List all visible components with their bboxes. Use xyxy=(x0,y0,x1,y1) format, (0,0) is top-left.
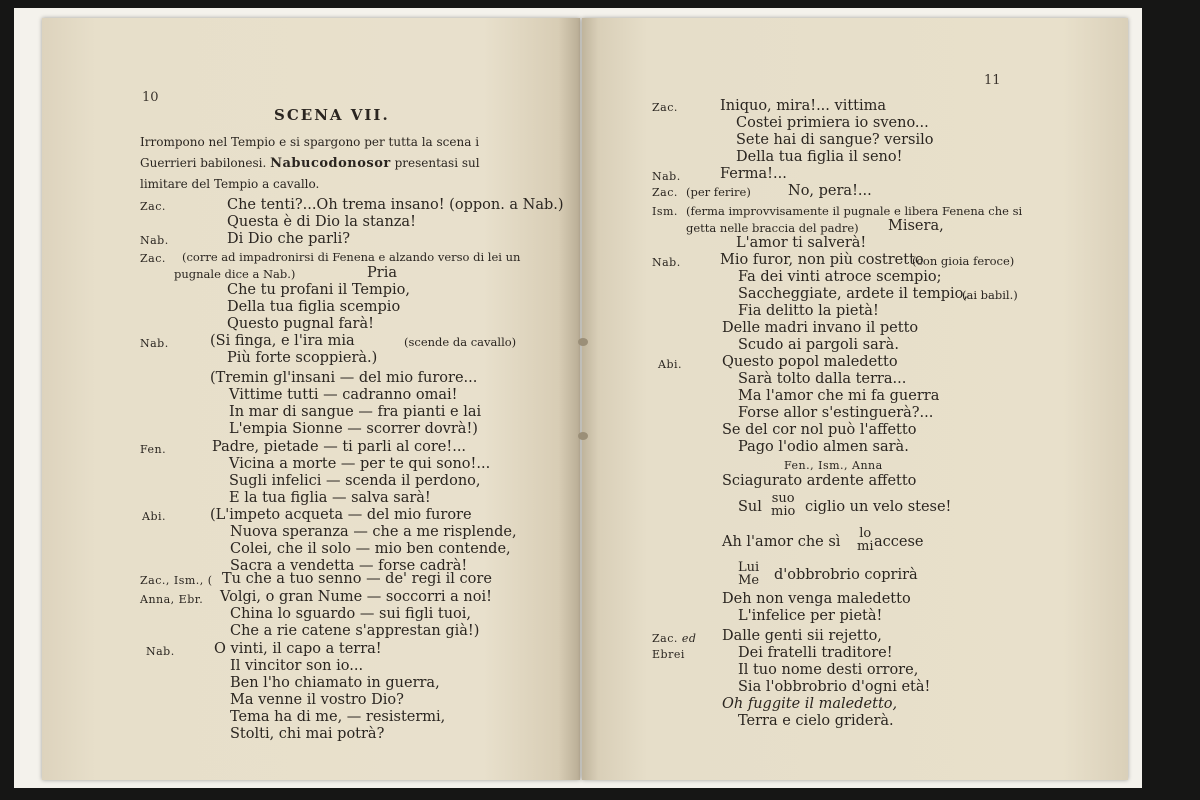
verse-line: In mar di sangue — fra pianti e lai xyxy=(229,404,482,420)
verse-line: Dei fratelli traditore! xyxy=(738,645,893,661)
verse-line: Nuova speranza — che a me risplende, xyxy=(230,524,517,540)
speaker-label: Ebrei xyxy=(652,648,685,661)
verse-line: Ferma!... xyxy=(720,166,787,182)
speaker-label: Anna, Ebr. xyxy=(140,593,204,606)
verse-line: Forse allor s'estinguerà?... xyxy=(738,405,934,421)
verse-line: Questa è di Dio la stanza! xyxy=(227,214,416,230)
page-number-right: 11 xyxy=(984,73,1001,88)
verse-line: Sia l'obbrobrio d'ogni età! xyxy=(738,679,931,695)
alternate-word: mio xyxy=(771,504,796,519)
verse-line: Vittime tutti — cadranno omai! xyxy=(229,387,458,403)
stage-direction-name: Nabucodonosor xyxy=(270,156,391,171)
verse-line: L'infelice per pietà! xyxy=(738,608,883,624)
alternate-stack xyxy=(771,492,795,518)
stage-note: (corre ad impadronirsi di Fenena e alzando verso di lei un xyxy=(182,250,521,264)
verse-line: Questo popol maledetto xyxy=(722,354,898,370)
stage-direction-before: Irrompono nel Tempio e si spargono per tutta la scena i Guerrieri babilonesi. xyxy=(140,135,480,170)
speaker-label: Nab. xyxy=(652,256,681,269)
verse-line: Misera, xyxy=(888,218,944,234)
stage-note: (ferma improvvisamente il pugnale e libera Fenena che si xyxy=(686,204,1023,218)
speaker-label: Nab. xyxy=(140,234,169,247)
stage-note: (con gioia feroce) xyxy=(912,254,1015,268)
verse-line: Stolti, chi mai potrà? xyxy=(230,726,385,742)
speaker-label-part: Zac. xyxy=(652,632,678,645)
verse-line: Iniquo, mira!... vittima xyxy=(720,98,887,114)
verse-line: E la tua figlia — salva sarà! xyxy=(229,490,431,506)
speaker-label: Abi. xyxy=(658,358,682,371)
verse-line: Fia delitto la pietà! xyxy=(738,303,879,319)
speaker-label: Zac. xyxy=(652,101,678,114)
verse-line: Mio furor, non più costretto xyxy=(720,252,924,268)
speaker-label: Fen. xyxy=(140,443,167,456)
speaker-label xyxy=(652,632,696,645)
page-number-left: 10 xyxy=(142,90,159,105)
verse-line: Oh fuggite il maledetto, xyxy=(722,696,898,712)
verse-line: Costei primiera io sveno... xyxy=(736,115,929,131)
verse-line: Volgi, o gran Nume — soccorri a noi! xyxy=(220,589,492,605)
speaker-label: Nab. xyxy=(652,170,681,183)
stage-direction xyxy=(140,132,510,195)
verse-line: Sarà tolto dalla terra... xyxy=(738,371,907,387)
speaker-label-part: ed xyxy=(681,632,697,645)
alternate-word: Lui xyxy=(738,560,760,575)
verse-line: Se del cor nol può l'affetto xyxy=(722,422,917,438)
verse-line: Il vincitor son io... xyxy=(230,658,364,674)
verse-line: L'empia Sionne — scorrer dovrà!) xyxy=(229,421,478,437)
verse-line: Questo pugnal farà! xyxy=(227,316,374,332)
verse-line: Ah l'amor che sì xyxy=(722,534,841,550)
verse-line: (L'impeto acqueta — del mio furore xyxy=(210,507,472,523)
verse-line: accese xyxy=(874,534,924,550)
speaker-label: Fen., Ism., Anna xyxy=(784,459,883,472)
verse-line: Tema ha di me, — resistermi, xyxy=(230,709,446,725)
speaker-label: Nab. xyxy=(146,645,175,658)
alternate-word: mi xyxy=(857,539,874,554)
scene-title: SCENA VII. xyxy=(274,106,390,124)
right-page xyxy=(582,18,1128,780)
verse-line: Ben l'ho chiamato in guerra, xyxy=(230,675,440,691)
stage-note: getta nelle braccia del padre) xyxy=(686,221,859,235)
verse-line: Pria xyxy=(367,265,397,281)
speaker-label: Nab. xyxy=(140,337,169,350)
verse-line: Ma venne il vostro Dio? xyxy=(230,692,404,708)
verse-line: d'obbrobrio coprirà xyxy=(774,567,918,583)
verse-line: Di Dio che parli? xyxy=(227,231,351,247)
verse-line: Vicina a morte — per te qui sono!... xyxy=(229,456,491,472)
verse-line: Scudo ai pargoli sarà. xyxy=(738,337,899,353)
alternate-stack xyxy=(738,561,759,587)
verse-line: Della tua figlia scempio xyxy=(227,299,401,315)
alternate-word: Me xyxy=(738,573,760,588)
speaker-label: Zac. xyxy=(140,200,166,213)
alternate-stack xyxy=(857,527,874,553)
verse-line: (Tremin gl'insani — del mio furore... xyxy=(210,370,478,386)
speaker-label: Zac., Ism., ( xyxy=(140,574,213,587)
stage-note: (ai babil.) xyxy=(962,288,1018,302)
verse-line: Che tenti?...Oh trema insano! (oppon. a Nab.) xyxy=(227,197,564,213)
verse-line: Il tuo nome desti orrore, xyxy=(738,662,919,678)
binding-hole xyxy=(578,432,588,440)
verse-line: O vinti, il capo a terra! xyxy=(214,641,382,657)
verse-line: Sacra a vendetta — forse cadrà! xyxy=(230,558,468,574)
verse-line: Deh non venga maledetto xyxy=(722,591,911,607)
verse-line: L'amor ti salverà! xyxy=(736,235,867,251)
verse-line: China lo sguardo — sui figli tuoi, xyxy=(230,606,472,622)
verse-line: Che tu profani il Tempio, xyxy=(227,282,410,298)
speaker-label: Abi. xyxy=(142,510,166,523)
verse-line: Colei, che il solo — mio ben contende, xyxy=(230,541,511,557)
binding-hole xyxy=(578,338,588,346)
speaker-label: Zac. xyxy=(140,252,166,265)
verse-line: Delle madri invano il petto xyxy=(722,320,919,336)
speaker-label: Ism. xyxy=(652,205,678,218)
alternate-word: suo xyxy=(771,491,795,506)
verse-line: Dalle genti sii rejetto, xyxy=(722,628,882,644)
stage-direction-after: presentasi sul limitare del Tempio a cavallo. xyxy=(140,156,480,191)
verse-line: Saccheggiate, ardete il tempio, xyxy=(738,286,968,302)
stage-note: (per ferire) xyxy=(686,185,751,199)
stage-note: pugnale dice a Nab.) xyxy=(174,267,296,281)
speaker-label: Zac. xyxy=(652,186,678,199)
verse-line: Pago l'odio almen sarà. xyxy=(738,439,909,455)
verse-line: Della tua figlia il seno! xyxy=(736,149,903,165)
verse-line: Sul xyxy=(738,499,762,515)
verse-line: Terra e cielo griderà. xyxy=(738,713,894,729)
verse-line: Sugli infelici — scenda il perdono, xyxy=(229,473,481,489)
verse-line: Fa dei vinti atroce scempio; xyxy=(738,269,942,285)
verse-line: Ma l'amor che mi fa guerra xyxy=(738,388,940,404)
verse-line: Che a rie catene s'apprestan già!) xyxy=(230,623,480,639)
verse-line: Più forte scoppierà.) xyxy=(227,350,378,366)
verse-line: Sete hai di sangue? versilo xyxy=(736,132,934,148)
verse-line: Tu che a tuo senno — de' regi il core xyxy=(222,571,492,587)
verse-line: No, pera!... xyxy=(788,183,872,199)
verse-line: Sciagurato ardente affetto xyxy=(722,473,917,489)
left-page xyxy=(42,18,580,780)
stage-note: (scende da cavallo) xyxy=(404,335,517,349)
alternate-word: lo xyxy=(859,526,872,541)
verse-line: (Si finga, e l'ira mia xyxy=(210,333,355,349)
verse-line: ciglio un velo stese! xyxy=(805,499,952,515)
verse-line: Padre, pietade — ti parli al core!... xyxy=(212,439,467,455)
